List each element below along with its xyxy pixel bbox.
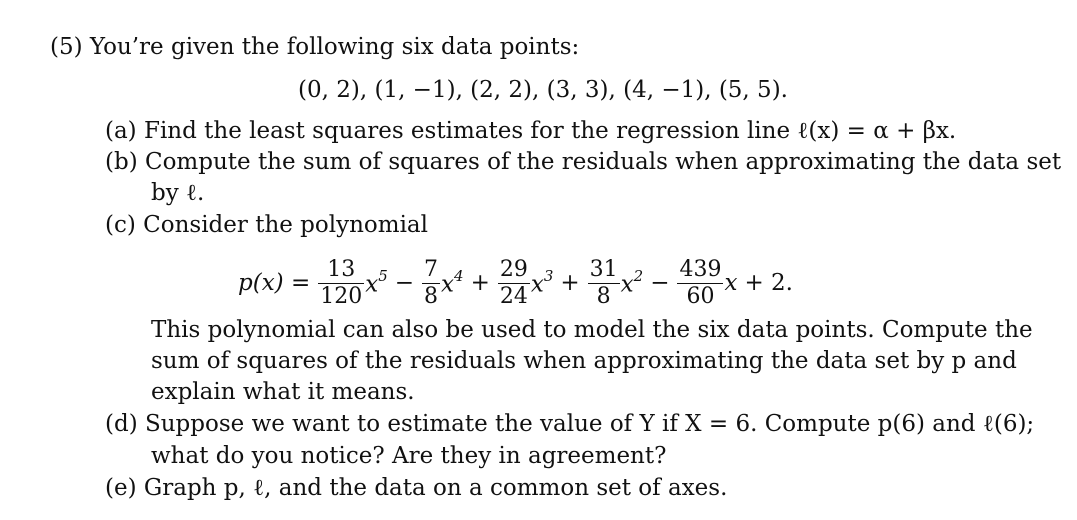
part-a xyxy=(105,120,956,143)
op-1: − xyxy=(394,270,415,296)
problem-header xyxy=(50,36,579,59)
part-c-intro: Consider the polynomial xyxy=(143,212,428,238)
poly-lhs: p(x) = xyxy=(238,270,311,296)
part-c-line1: This polynomial can also be used to model the six data points. Compute the xyxy=(151,317,1033,343)
part-a-text: Find the least squares estimates for the regression line ℓ(x) = α + βx. xyxy=(143,118,957,144)
problem-number: (5) xyxy=(50,34,83,60)
part-c-line2: sum of squares of the residuals when approximating the data set by p and xyxy=(151,348,1017,374)
coef-3: $\frac{29}{24}$ xyxy=(499,257,528,309)
poly-tail: + 2. xyxy=(744,270,793,296)
part-d-label: (d) xyxy=(105,411,138,437)
part-b xyxy=(105,151,1061,174)
coef-5: $\frac{439}{60}$ xyxy=(679,257,722,309)
part-c xyxy=(105,214,428,237)
part-d-line2: what do you notice? Are they in agreement? xyxy=(151,443,667,469)
part-c-label: (c) xyxy=(105,212,136,238)
part-e-text: Graph p, ℓ, and the data on a common set of axes. xyxy=(143,475,728,501)
coef-2: $\frac{7}{8}$ xyxy=(424,257,439,309)
part-a-label: (a) xyxy=(105,118,137,144)
coef-4: $\frac{31}{8}$ xyxy=(589,257,618,309)
part-b-label: (b) xyxy=(105,149,138,175)
polynomial-equation: p(x) = $\frac{13}{120}$ $x^5$ − $\frac{7}{8}$ $x^4$ + $\frac{29}{24}$ $x^3$ + $\frac{31}{8}$ $x^2$ − $\frac{439}{60}$ x + 2. xyxy=(238,257,793,309)
part-b-line1: Compute the sum of squares of the residuals when approximating the data set xyxy=(144,149,1062,175)
data-points: (0, 2), (1, −1), (2, 2), (3, 3), (4, −1), (5, 5). xyxy=(298,77,788,103)
op-3: + xyxy=(560,270,580,296)
op-2: + xyxy=(470,270,490,296)
part-d-line1: Suppose we want to estimate the value of Y if X = 6. Compute p(6) and ℓ(6); xyxy=(144,411,1035,437)
part-d xyxy=(105,413,1034,436)
problem-intro: You’re given the following six data points: xyxy=(89,34,580,60)
part-b-line2: by ℓ. xyxy=(151,180,205,206)
coef-1: $\frac{13}{120}$ xyxy=(320,257,363,309)
part-c-line3: explain what it means. xyxy=(151,379,415,405)
part-e xyxy=(105,477,727,500)
part-e-label: (e) xyxy=(105,475,137,501)
op-4: − xyxy=(650,270,670,296)
